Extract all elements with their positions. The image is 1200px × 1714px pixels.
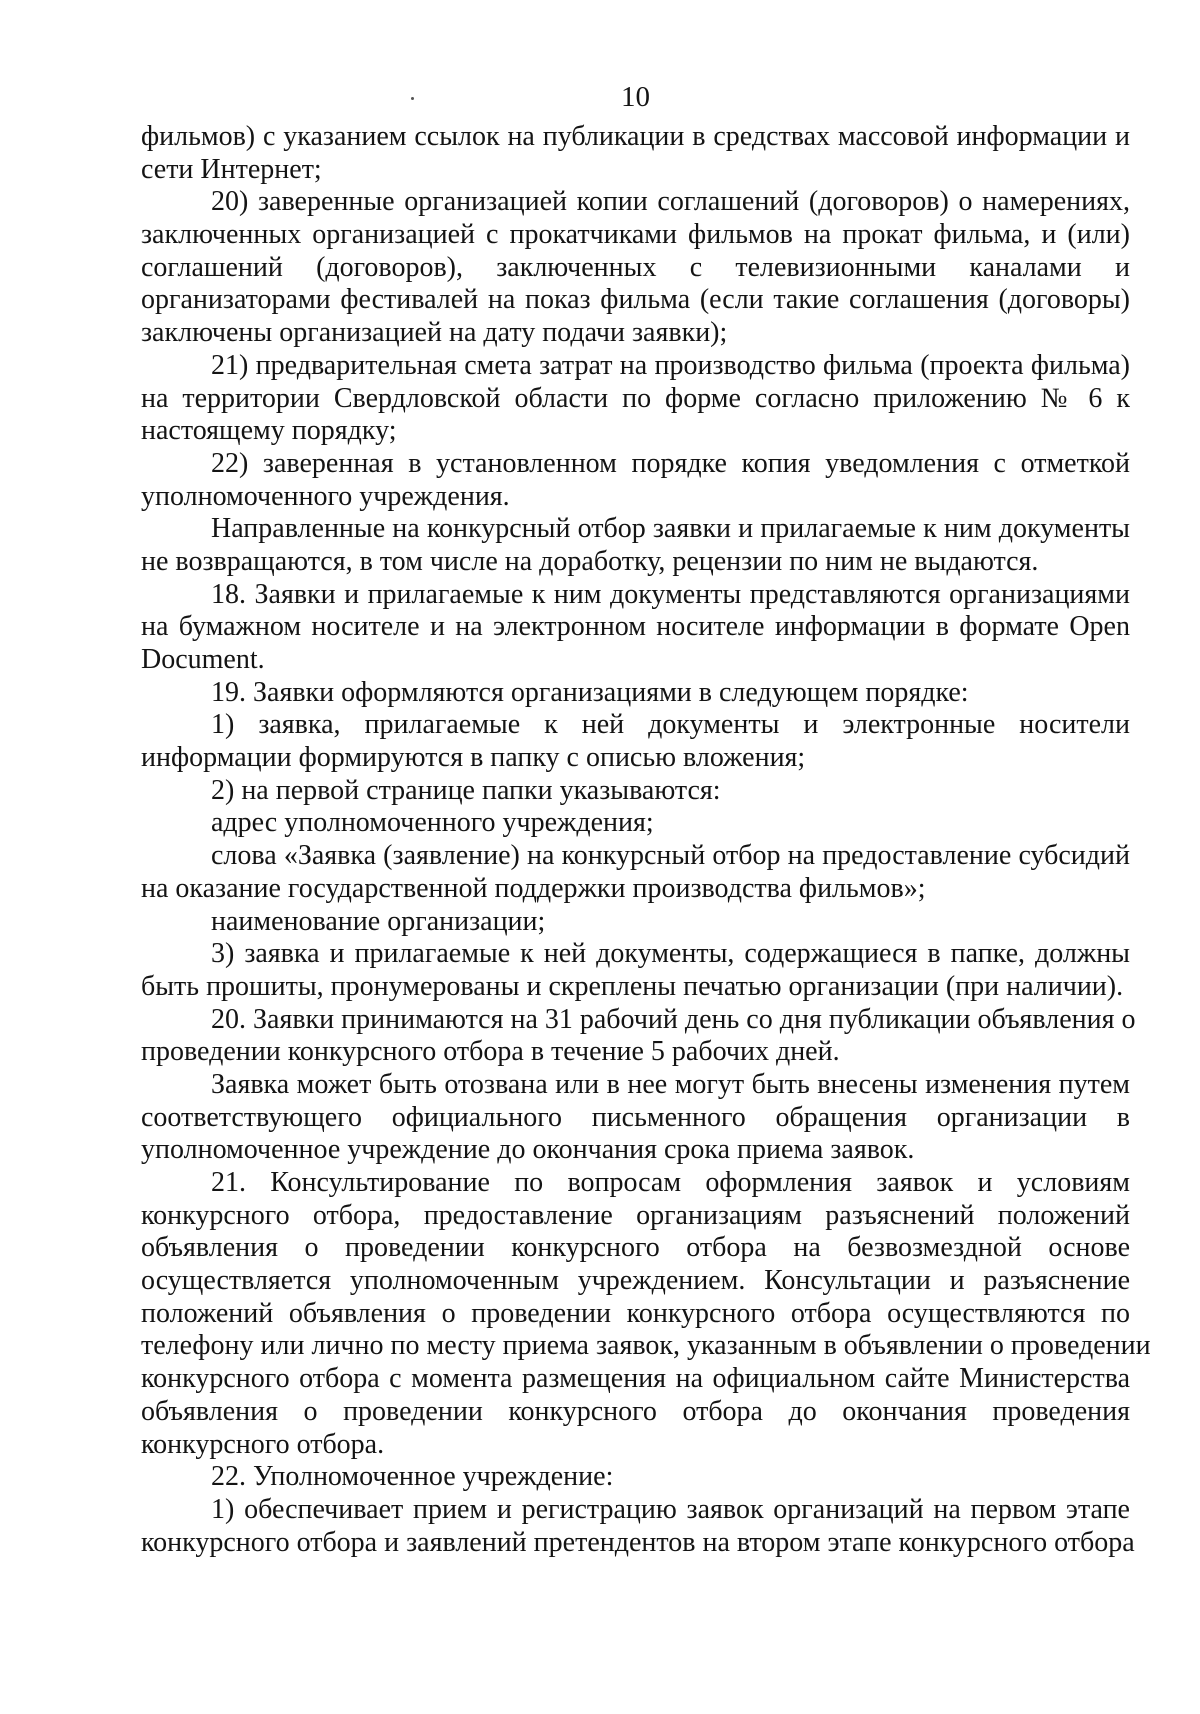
text-line: конкурсного отбора и заявлений претендентов на втором этапе конкурсного отбора: [141, 1526, 1135, 1558]
text-line: положений объявления о проведении конкурсного отбора осуществляются по: [141, 1297, 1130, 1329]
text-line: фильмов) с указанием ссылок на публикации в средствах массовой информации и: [141, 121, 1130, 152]
text-line: Направленные на конкурсный отбор заявки и прилагаемые к ним документы: [211, 513, 1130, 545]
text-line: заключены организацией на дату подачи заявки);: [141, 317, 728, 349]
text-line: проведении конкурсного отбора в течение 5 рабочих дней.: [141, 1036, 840, 1068]
scan-speck: [411, 97, 414, 100]
text-line: заключенных организацией с прокатчиками фильмов на прокат фильма, и (или): [141, 219, 1130, 251]
text-line: осуществляется уполномоченным учреждением. Консультации и разъяснение: [141, 1265, 1130, 1297]
text-line: 19. Заявки оформляются организациями в следующем порядке:: [211, 676, 969, 708]
text-line: конкурсного отбора с момента размещения на официальном сайте Министерства: [141, 1363, 1130, 1395]
text-line: уполномоченного учреждения.: [141, 480, 510, 512]
text-line: конкурсного отбора.: [141, 1428, 385, 1460]
text-line: конкурсного отбора, предоставление организациям разъяснений положений: [141, 1199, 1130, 1231]
document-body: [141, 121, 1151, 1559]
text-line: на бумажном носителе и на электронном носителе информации в формате Open: [141, 611, 1130, 643]
text-line: организаторами фестивалей на показ фильма (если такие соглашения (договоры): [141, 284, 1130, 316]
text-line: 22) заверенная в установленном порядке копия уведомления с отметкой: [211, 447, 1130, 479]
text-line: адрес уполномоченного учреждения;: [211, 807, 654, 839]
text-line: 1) заявка, прилагаемые к ней документы и электронные носители: [211, 709, 1130, 741]
text-line: 1) обеспечивает прием и регистрацию заявок организаций на первом этапе: [211, 1493, 1130, 1525]
text-line: не возвращаются, в том числе на доработку, рецензии по ним не выдаются.: [141, 545, 1039, 577]
text-line: информации формируются в папку с описью вложения;: [141, 742, 806, 774]
text-line: соглашений (договоров), заключенных с телевизионными каналами и: [141, 251, 1130, 283]
text-line: сети Интернет;: [141, 153, 322, 185]
text-line: 21. Консультирование по вопросам оформления заявок и условиям: [211, 1167, 1130, 1198]
text-line: 2) на первой странице папки указываются:: [211, 774, 721, 806]
text-line: 20) заверенные организацией копии соглашений (договоров) о намерениях,: [211, 186, 1130, 218]
text-line: объявления о проведении конкурсного отбора до окончания проведения: [141, 1395, 1130, 1427]
text-line: 22. Уполномоченное учреждение:: [211, 1461, 614, 1493]
text-line: на оказание государственной поддержки производства фильмов»;: [141, 872, 926, 904]
text-line: Document.: [141, 644, 265, 675]
text-line: наименование организации;: [211, 905, 546, 937]
text-line: настоящему порядку;: [141, 415, 397, 447]
text-line: 21) предварительная смета затрат на производство фильма (проекта фильма): [211, 349, 1130, 381]
text-line: 20. Заявки принимаются на 31 рабочий день со дня публикации объявления о: [211, 1003, 1136, 1035]
text-line: соответствующего официального письменного обращения организации в: [141, 1101, 1130, 1133]
text-line: 18. Заявки и прилагаемые к ним документы представляются организациями: [211, 578, 1130, 610]
text-line: Заявка может быть отозвана или в нее могут быть внесены изменения путем: [211, 1068, 1130, 1100]
text-line: 3) заявка и прилагаемые к ней документы, содержащиеся в папке, должны: [211, 938, 1130, 970]
text-line: быть прошиты, пронумерованы и скреплены печатью организации (при наличии).: [141, 970, 1124, 1002]
text-line: объявления о проведении конкурсного отбора на безвозмездной основе: [141, 1232, 1130, 1264]
page-number: 10: [621, 81, 650, 113]
text-line: уполномоченное учреждение до окончания срока приема заявок.: [141, 1134, 915, 1166]
text-line: телефону или лично по месту приема заявок, указанным в объявлении о проведении: [141, 1330, 1151, 1362]
text-line: слова «Заявка (заявление) на конкурсный отбор на предоставление субсидий: [211, 840, 1130, 872]
text-line: на территории Свердловской области по форме согласно приложению № 6 к: [141, 382, 1130, 414]
